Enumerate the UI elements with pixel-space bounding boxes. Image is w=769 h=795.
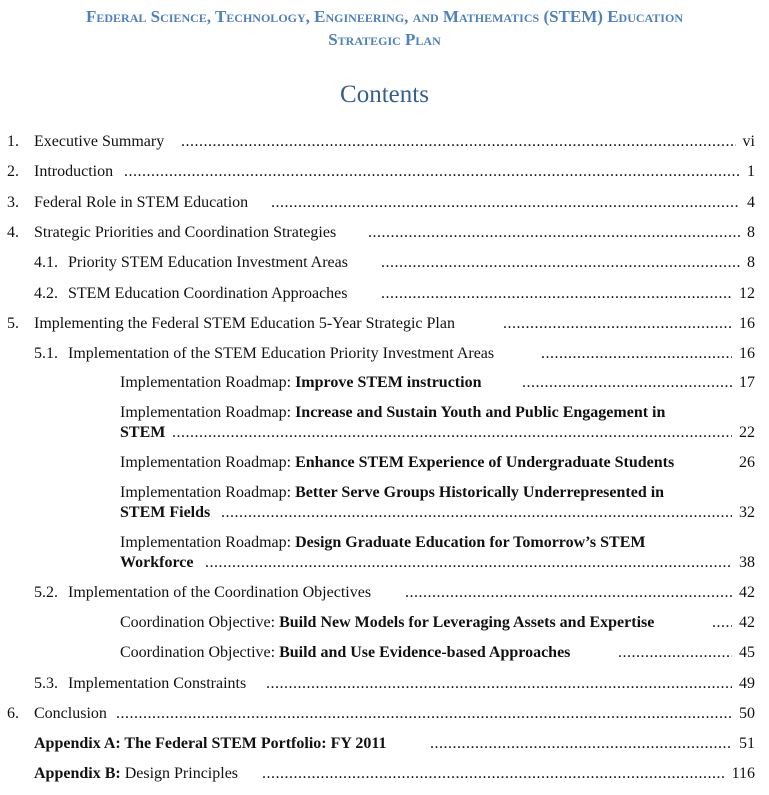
toc-leader xyxy=(116,703,732,725)
toc-text: Implementation Constraints xyxy=(68,675,247,692)
toc-text xyxy=(120,452,674,474)
toc-text: STEM Education Coordination Approaches xyxy=(68,285,348,302)
toc-entry[interactable] xyxy=(0,703,769,725)
toc-prefix: Implementation Roadmap: xyxy=(120,404,296,421)
toc-leader xyxy=(522,372,732,394)
toc-leader xyxy=(181,131,736,153)
toc-leader xyxy=(381,283,732,305)
toc-text: Implementation of the Coordination Objectives xyxy=(68,584,372,601)
toc-entry[interactable] xyxy=(0,161,769,183)
toc-page: 49 xyxy=(739,675,755,692)
document-title-line-1: Federal Science, Technology, Engineering, and Mathematics (STEM) Education xyxy=(86,7,683,26)
toc-leader xyxy=(271,192,740,214)
toc-text xyxy=(120,642,570,664)
toc-text: Introduction xyxy=(34,163,114,180)
toc-prefix: Implementation Roadmap: xyxy=(120,374,296,391)
toc-bold-text: Build New Models for Leveraging Assets and Expertise xyxy=(279,614,655,631)
toc-leader xyxy=(430,733,732,755)
toc-leader xyxy=(368,222,740,244)
toc-number: 1. xyxy=(7,133,19,150)
toc-text xyxy=(120,612,654,634)
toc-leader xyxy=(503,313,732,335)
toc-leader xyxy=(381,252,740,274)
contents-heading: Contents xyxy=(340,81,429,108)
toc-page: 32 xyxy=(739,504,755,521)
toc-number: 3. xyxy=(7,194,19,211)
toc-leader xyxy=(405,582,732,604)
toc-page: 45 xyxy=(739,644,755,661)
toc-text: Conclusion xyxy=(34,705,107,722)
toc-entry[interactable] xyxy=(0,131,769,153)
toc-text: Federal Role in STEM Education xyxy=(34,194,249,211)
toc-entry[interactable] xyxy=(0,313,769,335)
toc-bold-text: STEM xyxy=(120,424,166,441)
toc-entry[interactable] xyxy=(0,642,769,664)
toc-page: vi xyxy=(742,133,755,150)
toc-text xyxy=(120,372,481,394)
toc-page: 17 xyxy=(739,374,755,391)
toc-number: 2. xyxy=(7,163,19,180)
toc-entry[interactable] xyxy=(0,673,769,695)
toc-entry[interactable] xyxy=(0,733,769,755)
toc-entry[interactable] xyxy=(0,402,769,424)
toc-text: Executive Summary xyxy=(34,133,165,150)
toc-leader xyxy=(172,422,732,444)
toc-prefix: Implementation Roadmap: xyxy=(120,534,296,551)
toc-entry[interactable] xyxy=(0,222,769,244)
toc-page: 42 xyxy=(739,584,755,601)
toc-entry-continuation[interactable] xyxy=(0,502,769,524)
toc-text xyxy=(34,763,238,785)
toc-page: 16 xyxy=(739,315,755,332)
toc-leader xyxy=(124,161,740,183)
toc-leader xyxy=(221,502,732,524)
toc-plain-text: Design Principles xyxy=(120,765,239,782)
toc-entry[interactable] xyxy=(0,763,769,785)
toc-number: 5.2. xyxy=(34,584,58,601)
toc-bold-text: STEM Fields xyxy=(120,504,211,521)
toc-entry[interactable] xyxy=(0,192,769,214)
toc-text xyxy=(120,532,645,554)
toc-prefix: Coordination Objective: xyxy=(120,614,280,631)
toc-entry[interactable] xyxy=(0,582,769,604)
toc-page: 38 xyxy=(739,554,755,571)
toc-entry[interactable] xyxy=(0,612,769,634)
toc-page: 4 xyxy=(747,194,755,211)
toc-entry[interactable] xyxy=(0,482,769,504)
toc-page: 50 xyxy=(739,705,755,722)
toc-bold-text: Enhance STEM Experience of Undergraduate Students xyxy=(295,454,675,471)
toc-number: 4.1. xyxy=(34,254,58,271)
toc-leader xyxy=(262,763,724,785)
toc-bold-text: Improve STEM instruction xyxy=(295,374,482,391)
toc-leader xyxy=(541,343,732,365)
toc-number: 5.3. xyxy=(34,675,58,692)
toc-entry[interactable] xyxy=(0,343,769,365)
toc-entry[interactable] xyxy=(0,283,769,305)
toc-text: Strategic Priorities and Coordination Strategies xyxy=(34,224,337,241)
toc-entry-continuation[interactable] xyxy=(0,422,769,444)
toc-entry-continuation[interactable] xyxy=(0,552,769,574)
toc-bold-text: Better Serve Groups Historically Underrepresented in xyxy=(295,484,665,501)
toc-text: Implementing the Federal STEM Education 5-Year Strategic Plan xyxy=(34,315,455,332)
toc-page: 16 xyxy=(739,345,755,362)
toc-leader xyxy=(618,642,732,664)
toc-prefix: Implementation Roadmap: xyxy=(120,484,296,501)
toc-text: Implementation of the STEM Education Priority Investment Areas xyxy=(68,345,495,362)
toc-prefix: Implementation Roadmap: xyxy=(120,454,296,471)
toc-page: 51 xyxy=(739,735,755,752)
toc-text: Priority STEM Education Investment Areas xyxy=(68,254,348,271)
toc-entry[interactable] xyxy=(0,252,769,274)
toc-bold-text: Design Graduate Education for Tomorrow’s STEM xyxy=(295,534,646,551)
toc-page: 22 xyxy=(739,424,755,441)
toc-page: 116 xyxy=(731,765,755,782)
document-title-line-2: Strategic Plan xyxy=(328,30,441,49)
toc-prefix: Coordination Objective: xyxy=(120,644,280,661)
toc-page: 8 xyxy=(747,224,755,241)
toc-page: 1 xyxy=(747,163,755,180)
toc-entry[interactable] xyxy=(0,452,769,474)
toc-bold-text: Workforce xyxy=(120,554,194,571)
toc-leader xyxy=(712,612,732,634)
toc-bold-text: Appendix B: xyxy=(34,765,121,782)
toc-number: 4. xyxy=(7,224,19,241)
toc-leader xyxy=(205,552,732,574)
toc-page: 42 xyxy=(739,614,755,631)
toc-text xyxy=(120,402,665,424)
toc-leader xyxy=(266,673,732,695)
toc-number: 4.2. xyxy=(34,285,58,302)
toc-page: 26 xyxy=(739,454,755,471)
toc-bold-text: Increase and Sustain Youth and Public Engagement in xyxy=(295,404,666,421)
toc-page: 12 xyxy=(739,285,755,302)
toc-bold-text: Build and Use Evidence-based Approaches xyxy=(279,644,571,661)
toc-entry[interactable] xyxy=(0,372,769,394)
toc-number: 5.1. xyxy=(34,345,58,362)
toc-text xyxy=(120,482,664,504)
toc-entry[interactable] xyxy=(0,532,769,554)
toc-number: 5. xyxy=(7,315,19,332)
toc-text: Appendix A: The Federal STEM Portfolio: FY 2011 xyxy=(34,735,387,752)
toc-number: 6. xyxy=(7,705,19,722)
toc-page: 8 xyxy=(747,254,755,271)
